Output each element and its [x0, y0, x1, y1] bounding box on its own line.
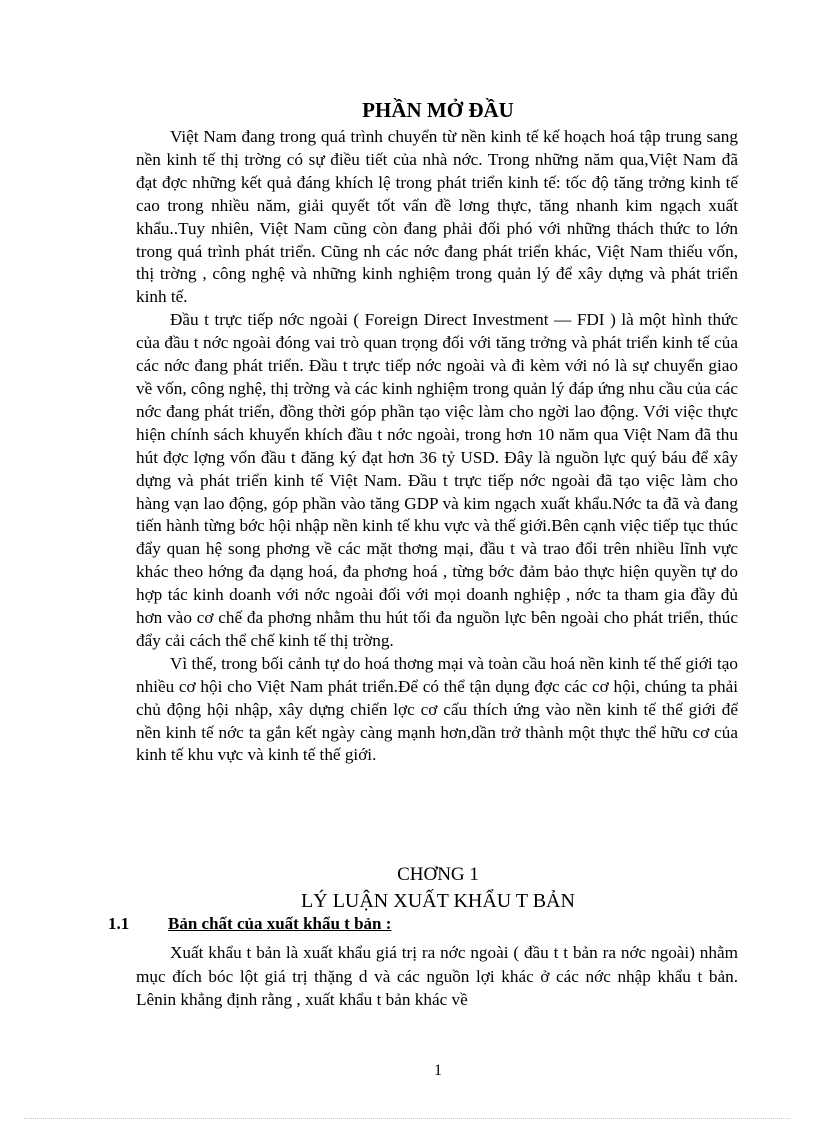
paragraph: Xuất khẩu t bản là xuất khẩu giá trị ra nớc ngoài ( đầu t t bản ra nớc ngoài) nhằm mục đích bóc lột giá trị thặng d và các nguồn lợi khác ở các nớc nhập khẩu t bản. Lênin khẳng định rằng , xuất khẩu t bản khác về: [136, 943, 738, 1009]
section-number: 1.1: [108, 914, 130, 933]
footer-divider: [24, 1118, 790, 1119]
paragraph: Việt Nam đang trong quá trình chuyển từ nền kinh tế kế hoạch hoá tập trung sang nền kinh tế thị trờng có sự điều tiết của nhà nớc. Trong những năm qua,Việt Nam đã đạt đợc những kết quả đáng khích lệ trong phát triển kinh tế: tốc độ tăng trởng kinh tế cao trong nhiều năm, giải quyết tốt vấn đề lơng thực, tăng nhanh kim ngạch xuất khẩu..Tuy nhiên, Việt Nam cũng còn đang phải đối phó với những thách thức to lớn trong quá trình phát triển. Cũng nh các nớc đang phát triển khác, Việt Nam thiếu vốn, thị trờng , công nghệ và những kinh nghiệm trong quản lý để xây dựng và phát triển kinh tế.: [136, 127, 738, 307]
paragraph: Vì thế, trong bối cảnh tự do hoá thơng mại và toàn cầu hoá nền kinh tế thế giới tạo nhiều cơ hội cho Việt Nam phát triển.Để có thể tận dụng đợc các cơ hội, chúng ta phải chủ động hội nhập, xây dựng chiến lợc cơ cấu thích ứng vào nền kinh tế thế giới để nền kinh tế nớc ta gắn kết ngày càng mạnh hơn,dần trở thành một thực thể hữu cơ của kinh tế khu vực và kinh tế thế giới.: [136, 653, 738, 765]
page-number: 1: [434, 1062, 442, 1079]
chapter-label: CHƠNG 1: [397, 864, 479, 885]
intro-body: [136, 126, 738, 767]
section-body: [136, 941, 738, 1012]
page-title: PHẦN MỞ ĐẦU: [362, 98, 514, 122]
chapter-title: LÝ LUẬN XUẤT KHẨU T BẢN: [301, 890, 575, 912]
section-title: Bản chất của xuất khẩu t bản :: [168, 914, 392, 933]
paragraph: Đầu t trực tiếp nớc ngoài ( Foreign Direct Investment — FDI ) là một hình thức của đầu t nớc ngoài đóng vai trò quan trọng đối với tăng trởng và phát triển kinh tế của các nớc đang phát triển. Đầu t trực tiếp nớc ngoài và đi kèm với nó là sự chuyển giao về vốn, công nghệ, thị trờng và các kinh nghiệm trong quản lý đáp ứng nhu cầu của các nớc đang phát triển, đồng thời góp phần tạo việc làm cho ngời lao động. Với việc thực hiện chính sách khuyến khích đầu t nớc ngoài, trong hơn 10 năm qua Việt Nam đã thu hút đợc lợng vốn đầu t đăng ký đạt hơn 36 tỷ USD. Đây là nguồn lực quý báu để xây dựng và phát triển kinh tế Việt Nam. Đầu t trực tiếp nớc ngoài đã tạo việc làm cho hàng vạn lao động, góp phần vào tăng GDP và kim ngạch xuất khẩu.Nớc ta đã và đang tiến hành từng bớc hội nhập nền kinh tế khu vực và thế giới.Bên cạnh việc tiếp tục thúc đẩy quan hệ song phơng về các mặt thơng mại, đầu t và trao đổi trên nhiều lĩnh vực khác theo hớng đa dạng hoá, đa phơng hoá , từng bớc đảm bảo thực hiện quyền tự do hợp tác kinh doanh với nớc ngoài đối với mọi doanh nghiệp , nớc ta tham gia đầy đủ hơn vào cơ chế đa phơng nhằm thu hút tối đa nguồn lực bên ngoài cho phát triển, thúc đẩy cải cách thể chế kinh tế thị trờng.: [136, 310, 738, 650]
